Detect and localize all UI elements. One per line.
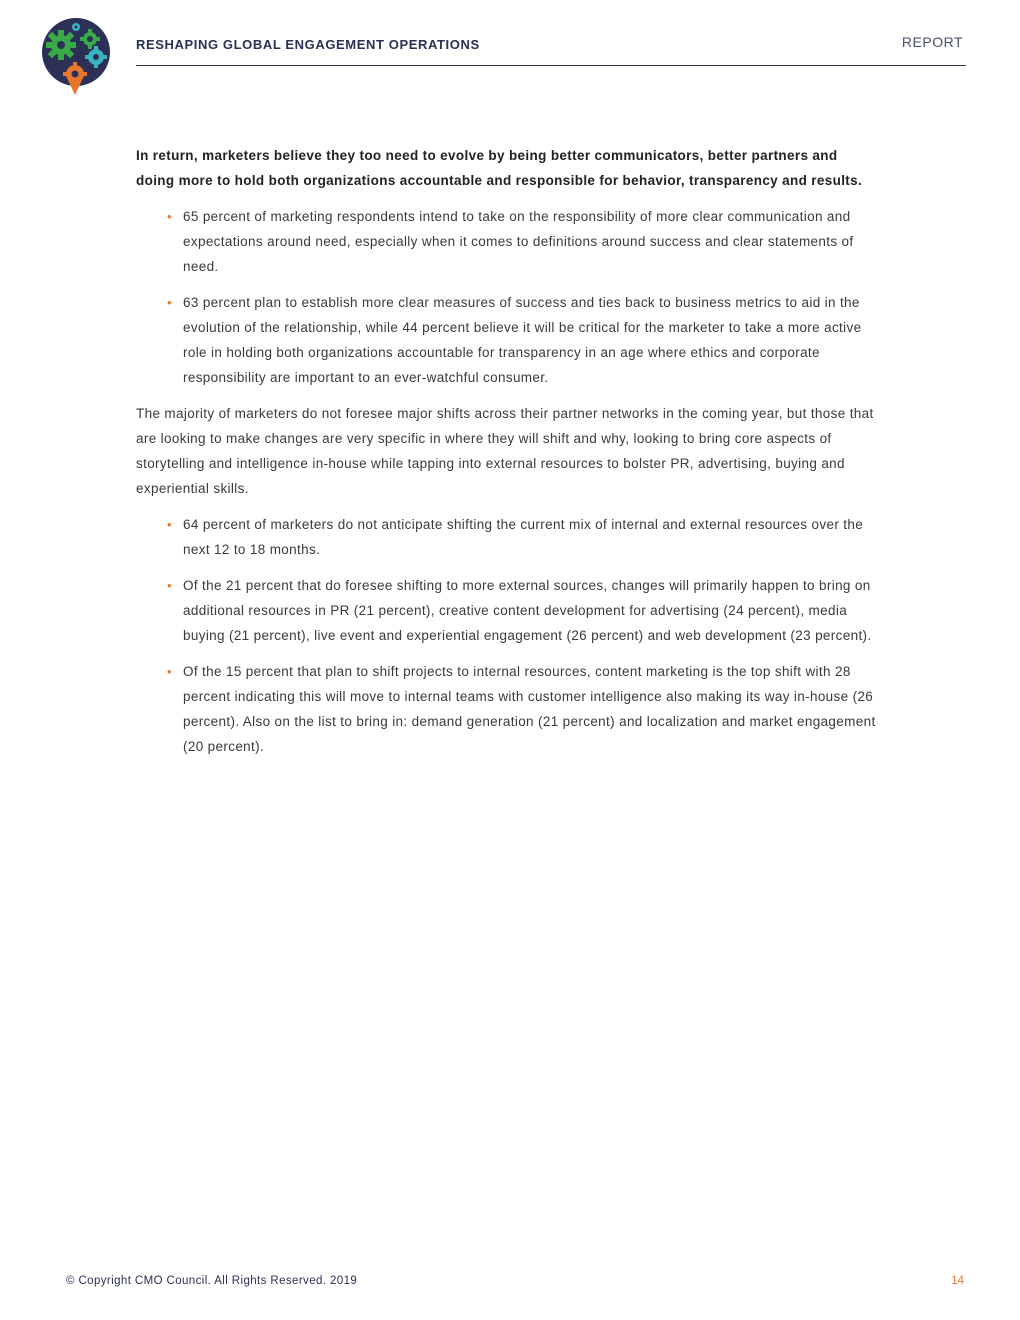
bullet-icon: •: [167, 209, 172, 224]
body-paragraph: The majority of marketers do not foresee major shifts across their partner networks in the coming year, but those that are looking to make changes are very specific in where they will shift and why, looking to bring core aspects of storytelling and intelligence in-house while tapping into external resources to bolster PR, advertising, buying and experiential skills.: [136, 406, 874, 496]
list-item: [136, 204, 876, 279]
bullet-icon: •: [167, 517, 172, 532]
bullet-list-2: [136, 512, 876, 759]
list-item-text: 63 percent plan to establish more clear measures of success and ties back to business metrics to aid in the evolution of the relationship, while 44 percent believe it will be critical for the marketer to take a more active role in holding both organizations accountable for transparency in an age where ethics and corporate responsibility are important to an ever-watchful consumer.: [183, 295, 862, 385]
gears-logo-icon: [40, 17, 112, 97]
header-title: RESHAPING GLOBAL ENGAGEMENT OPERATIONS: [136, 37, 480, 52]
bullet-list-1: [136, 204, 876, 390]
lead-paragraph: In return, marketers believe they too need to evolve by being better communicators, better partners and doing more to hold both organizations accountable and responsible for behavior, transparency and results.: [136, 148, 863, 188]
list-item-text: Of the 21 percent that do foresee shifting to more external sources, changes will primarily happen to bring on additional resources in PR (21 percent), creative content development for advertising (24 percent), media buying (21 percent), live event and experiential engagement (26 percent) and web development (23 percent).: [183, 578, 872, 643]
list-item: [136, 573, 876, 648]
list-item: [136, 512, 876, 562]
bullet-icon: •: [167, 295, 172, 310]
header-divider: [136, 65, 966, 66]
footer-copyright: © Copyright CMO Council. All Rights Reserved. 2019: [66, 1275, 358, 1287]
list-item-text: Of the 15 percent that plan to shift projects to internal resources, content marketing is the top shift with 28 percent indicating this will move to internal teams with customer intelligence also making its way in-house (26 percent). Also on the list to bring in: demand generation (21 percent) and localization and market engagement (20 percent).: [183, 664, 876, 754]
list-item-text: 64 percent of marketers do not anticipate shifting the current mix of internal and external resources over the next 12 to 18 months.: [183, 517, 864, 557]
bullet-icon: •: [167, 664, 172, 679]
list-item: [136, 290, 876, 390]
page-number: 14: [951, 1275, 964, 1287]
bullet-icon: •: [167, 578, 172, 593]
list-item: [136, 659, 876, 759]
page-content: [136, 143, 876, 770]
header-report-label: REPORT: [901, 34, 963, 50]
list-item-text: 65 percent of marketing respondents intend to take on the responsibility of more clear communication and expectations around need, especially when it comes to definitions around success and clear statements of need.: [183, 209, 854, 274]
